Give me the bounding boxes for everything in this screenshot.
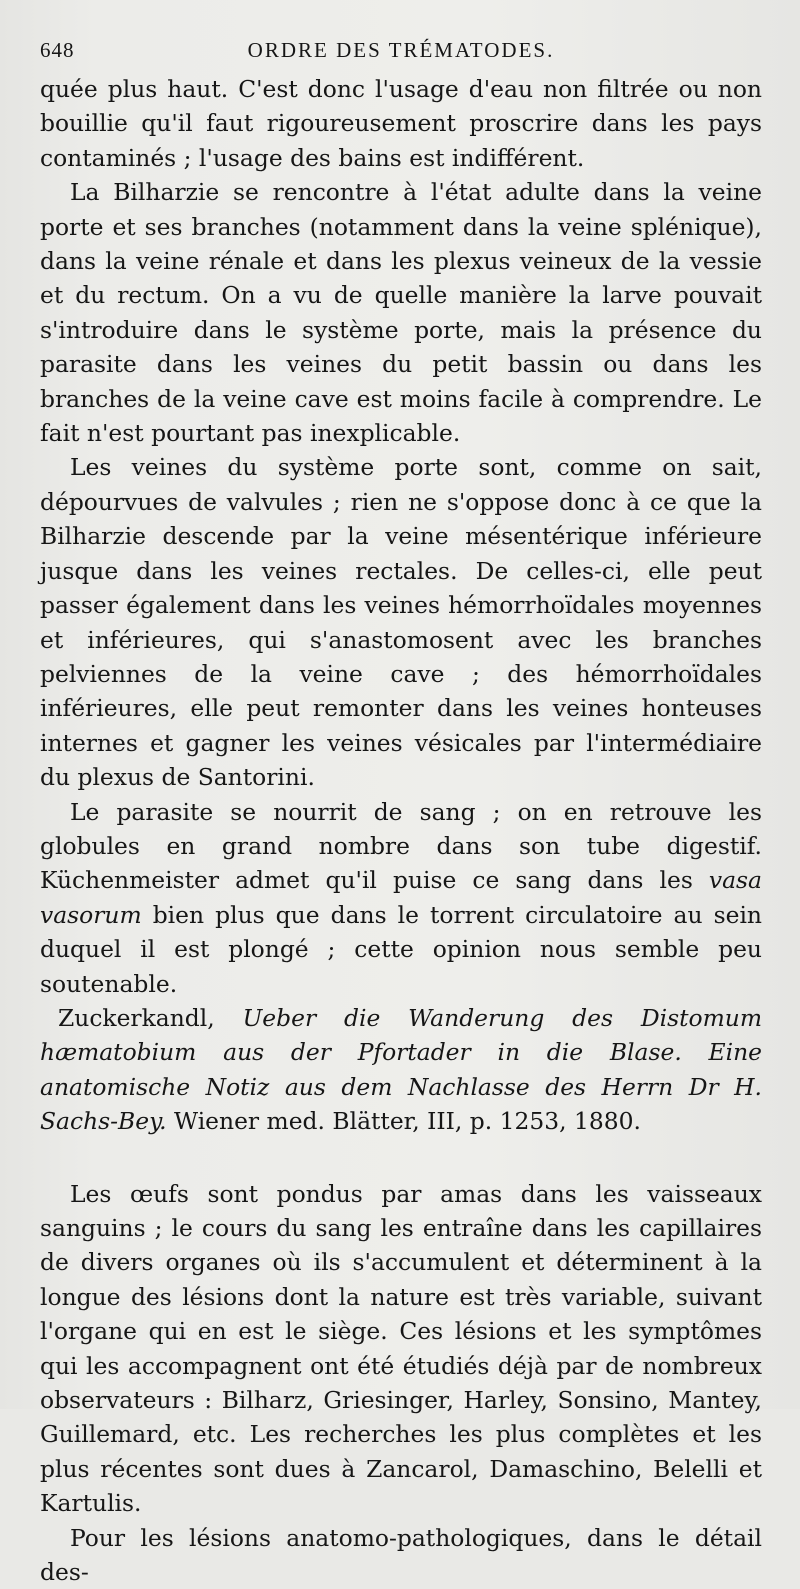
running-title: ORDRE DES TRÉMATODES.	[247, 38, 555, 62]
italic-term: vasa vasorum	[40, 866, 762, 929]
page-header	[40, 32, 762, 72]
footnote	[40, 1001, 762, 1139]
footnote-source: Wiener med. Blätter, III, p. 1253, 1880.	[166, 1107, 641, 1136]
body-text	[40, 72, 762, 1589]
paragraph: Les veines du système porte sont, comme on sait, dépourvues de valvules ; rien ne s'oppose donc à ce que la Bilharzie descende par la veine mésentérique inférieure jusque dans les veines rectales. De celles-ci, elle peut passer également dans les veines hémorrhoïdales moyennes et inférieures, qui s'anastomosent avec les branches pelviennes de la veine cave ; des hémorrhoïdales inférieures, elle peut remonter dans les veines honteuses internes et gagner les veines vésicales par l'intermédiaire du plexus de Santorini.	[40, 453, 762, 792]
paragraph: quée plus haut. C'est donc l'usage d'eau non filtrée ou non bouillie qu'il faut rigoureusement proscrire dans les pays contaminés ; l'usage des bains est indifférent.	[40, 75, 762, 172]
paragraph-text: bien plus que dans le torrent circulatoire au sein duquel il est plongé ; cette opinion nous semble peu soutenable.	[40, 900, 762, 998]
paragraph: Les œufs sont pondus par amas dans les vaisseaux sanguins ; le cours du sang les entraîne dans les capillaires de divers organes où ils s'accumulent et déterminent à la longue des lésions dont la nature est très variable, suivant l'organe qui en est le siège. Ces lésions et les symptômes qui les accompagnent ont été étudiés déjà par de nombreux observateurs : Bilharz, Griesinger, Harley, Sonsino, Mantey, Guillemard, etc. Les recherches les plus complètes et les plus récentes sont dues à Zancarol, Damaschino, Belelli et Kartulis.	[40, 1179, 762, 1518]
footnote-author: Zuckerkandl,	[58, 1003, 243, 1032]
footnote-title: Ueber die Wanderung des Distomum hæmatobium aus der Pfortader in die Blase. Eine anatomische Notiz aus dem Nachlasse des Herrn Dr H. Sachs-Bey.	[40, 1003, 763, 1136]
paragraph: Pour les lésions anatomo-pathologiques, dans le détail des-	[40, 1523, 762, 1587]
section-gap	[40, 1139, 762, 1177]
paragraph-text: Le parasite se nourrit de sang ; on en retrouve les globules en grand nombre dans son tube digestif. Küchenmeister admet qu'il puise ce sang dans les	[40, 797, 762, 895]
paragraph	[40, 795, 762, 1001]
paragraph: La Bilharzie se rencontre à l'état adulte dans la veine porte et ses branches (notamment dans la veine splénique), dans la veine rénale et dans les plexus veineux de la vessie et du rectum. On a vu de quelle manière la larve pouvait s'introduire dans le système porte, mais la présence du parasite dans les veines du petit bassin ou dans les branches de la veine cave est moins facile à comprendre. Le fait n'est pourtant pas inexplicable.	[40, 178, 762, 448]
page-number: 648	[40, 38, 75, 62]
